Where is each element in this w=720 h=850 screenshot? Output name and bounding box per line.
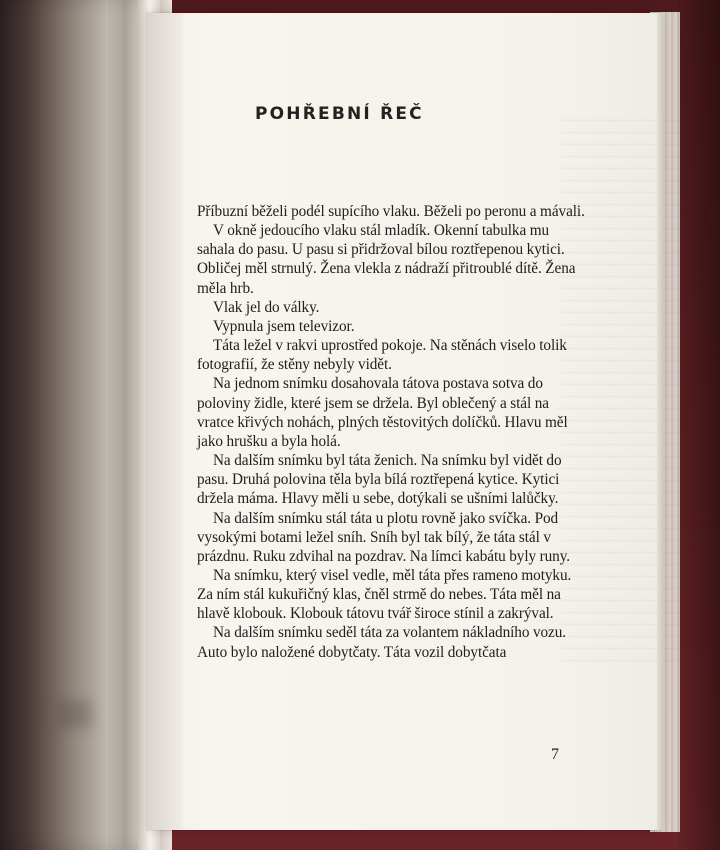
- paragraph-7: Na dalším snímku byl táta ženich. Na snímku byl vidět do pasu. Druhá polovina těla byla bílá roztřepená kytice. Kytici držela máma. Hlavy měli u sebe, dotýkali se ušními lalůčky.: [197, 452, 562, 508]
- paragraph-4: Vypnula jsem televizor.: [213, 317, 355, 335]
- page-number: 7: [551, 746, 559, 763]
- paragraph-3: Vlak jel do války.: [213, 298, 320, 316]
- chapter-title: POHŘEBNÍ ŘEČ: [255, 104, 424, 124]
- paragraph-1: Příbuzní běželi podél supícího vlaku. Běželi po peronu a mávali.: [197, 203, 585, 220]
- paragraph-5: Táta ležel v rakvi uprostřed pokoje. Na stěnách viselo tolik fotografií, že stěny nebyly vidět.: [197, 337, 567, 374]
- body-text: [197, 202, 589, 662]
- paragraph-10: Na dalším snímku seděl táta za volantem nákladního vozu. Auto bylo naložené dobytčaty. Táta vozil dobytčata: [197, 624, 567, 661]
- paragraph-6: Na jednom snímku dosahovala tátova postava sotva do poloviny židle, které jsem se držela. Byl oblečený a stál na vratce křivých nohách, plných těstovitých dolíčků. Hlavu měl jako hrušku a byla holá.: [197, 375, 568, 450]
- paragraph-9: Na snímku, který visel vedle, měl táta přes rameno motyku. Za ním stál kukuřičný klas, čněl strmě do nebes. Táta měl na hlavě klobouk. Klobouk tátovu tvář široce stínil a zakrýval.: [197, 566, 572, 623]
- left-page-smudge: [58, 700, 92, 728]
- paragraph-2: V okně jedoucího vlaku stál mladík. Okenní tabulka mu sahala do pasu. U pasu si přidržoval bílou roztřepenou kytici. Obličej měl strnulý. Žena vlekla z nádraží přitroublé dítě. Žena měla hrb.: [197, 222, 576, 297]
- paragraph-8: Na dalším snímku stál táta u plotu rovně jako svíčka. Pod vysokými botami ležel sníh. Sníh byl tak bílý, že táta stál v prázdnu. Ruku zdvihal na pozdrav. Na límci kabátu byly runy.: [197, 509, 571, 565]
